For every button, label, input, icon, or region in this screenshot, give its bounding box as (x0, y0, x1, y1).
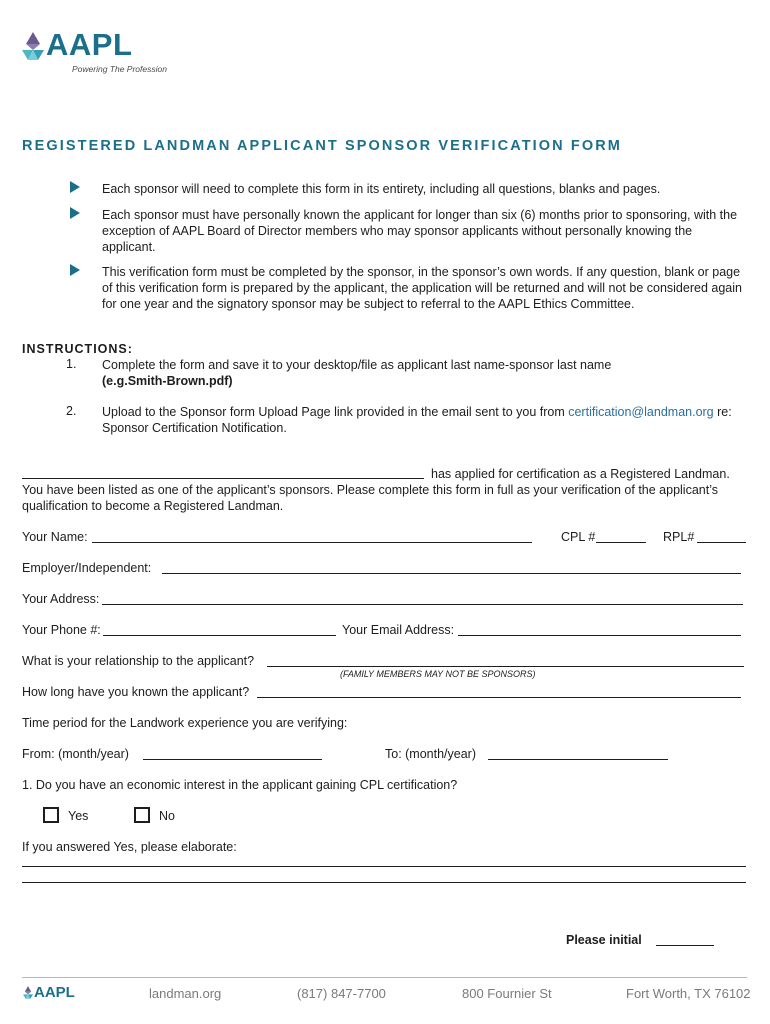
aapl-logo-gem-icon (22, 32, 44, 62)
employer-field[interactable] (162, 573, 741, 574)
your-name-field[interactable] (92, 542, 532, 543)
instruction-text-1 (102, 357, 742, 389)
elaborate-line-1[interactable] (22, 866, 746, 867)
no-label: No (159, 809, 175, 823)
email-field[interactable] (458, 635, 741, 636)
instructions-heading: INSTRUCTIONS: (22, 342, 133, 356)
from-label: From: (month/year) (22, 747, 129, 761)
footer-phone: (817) 847-7700 (297, 986, 386, 1001)
footer-city: Fort Worth, TX 76102 (626, 986, 751, 1001)
relationship-field[interactable] (267, 666, 744, 667)
applicant-name-line[interactable] (22, 478, 424, 479)
intro-paragraph: You have been listed as one of the applicant’s sponsors. Please complete this form in full as your verification of the applicant’s qualification to become a Registered Landman. (22, 483, 719, 513)
bullet-text-3: This verification form must be completed by the sponsor, in the sponsor’s own words. If any question, blank or page of this verification form is prepared by the applicant, the application will be returned and will not be considered again for one year and the signatory sponsor may be subject to referral to the AAPL Ethics Committee. (102, 265, 742, 311)
footer-logo-gem-icon (23, 986, 33, 1000)
instruction-1-filename-example: (e.g.Smith-Brown.pdf) (102, 374, 233, 388)
family-members-note: (FAMILY MEMBERS MAY NOT BE SPONSORS) (340, 669, 536, 679)
certification-email-link[interactable]: certification@landman.org (568, 405, 714, 419)
form-title: REGISTERED LANDMAN APPLICANT SPONSOR VERIFICATION FORM (22, 138, 622, 154)
relationship-label: What is your relationship to the applicant? (22, 654, 255, 668)
no-checkbox[interactable] (134, 807, 150, 823)
cpl-label: CPL # (561, 530, 596, 544)
bullet-text-1: Each sponsor will need to complete this form in its entirety, including all questions, blanks and pages. (102, 182, 661, 196)
from-field[interactable] (143, 759, 322, 760)
instruction-number-1: 1. (66, 357, 77, 371)
rpl-field[interactable] (697, 542, 746, 543)
phone-label: Your Phone #: (22, 623, 101, 637)
elaborate-line-2[interactable] (22, 882, 746, 883)
how-long-field[interactable] (257, 697, 741, 698)
bullet-arrow-icon (70, 264, 80, 276)
yes-checkbox[interactable] (43, 807, 59, 823)
yes-label: Yes (68, 809, 89, 823)
aapl-tagline: Powering The Profession (72, 64, 167, 74)
to-field[interactable] (488, 759, 668, 760)
address-label: Your Address: (22, 592, 100, 606)
how-long-label: How long have you known the applicant? (22, 685, 250, 699)
time-period-label: Time period for the Landwork experience you are verifying: (22, 716, 348, 730)
email-label: Your Email Address: (342, 623, 455, 637)
employer-label: Employer/Independent: (22, 561, 152, 575)
instruction-1-text: Complete the form and save it to your desktop/file as applicant last name-sponsor last name (102, 358, 612, 372)
instruction-2-text-before: Upload to the Sponsor form Upload Page link provided in the email sent to you from (102, 405, 569, 419)
elaborate-label: If you answered Yes, please elaborate: (22, 840, 237, 854)
footer-website[interactable]: landman.org (149, 986, 222, 1001)
instruction-number-2: 2. (66, 404, 77, 418)
instruction-2-text-after: re: Sponsor Certification Notification. (102, 405, 732, 435)
initial-field[interactable] (656, 945, 714, 946)
instruction-text-2 (102, 404, 742, 436)
address-field[interactable] (102, 604, 743, 605)
footer-divider (22, 977, 747, 978)
footer-street: 800 Fournier St (462, 986, 552, 1001)
your-name-label: Your Name: (22, 530, 88, 544)
cpl-field[interactable] (596, 542, 646, 543)
please-initial-label: Please initial (566, 933, 642, 947)
bullet-arrow-icon (70, 207, 80, 219)
bullet-arrow-icon (70, 181, 80, 193)
applicant-line-text: has applied for certification as a Registered Landman. (431, 467, 730, 481)
aapl-logo-text: AAPL (46, 27, 133, 62)
question-1-text: 1. Do you have an economic interest in the applicant gaining CPL certification? (22, 778, 458, 792)
footer-logo-text: AAPL (34, 984, 75, 1001)
phone-field[interactable] (103, 635, 336, 636)
rpl-label: RPL# (663, 530, 695, 544)
to-label: To: (month/year) (385, 747, 477, 761)
bullet-text-2: Each sponsor must have personally known the applicant for longer than six (6) months prior to sponsoring, with the exception of AAPL Board of Director members who may sponsor applicants without personally knowing the applicant. (102, 208, 738, 254)
